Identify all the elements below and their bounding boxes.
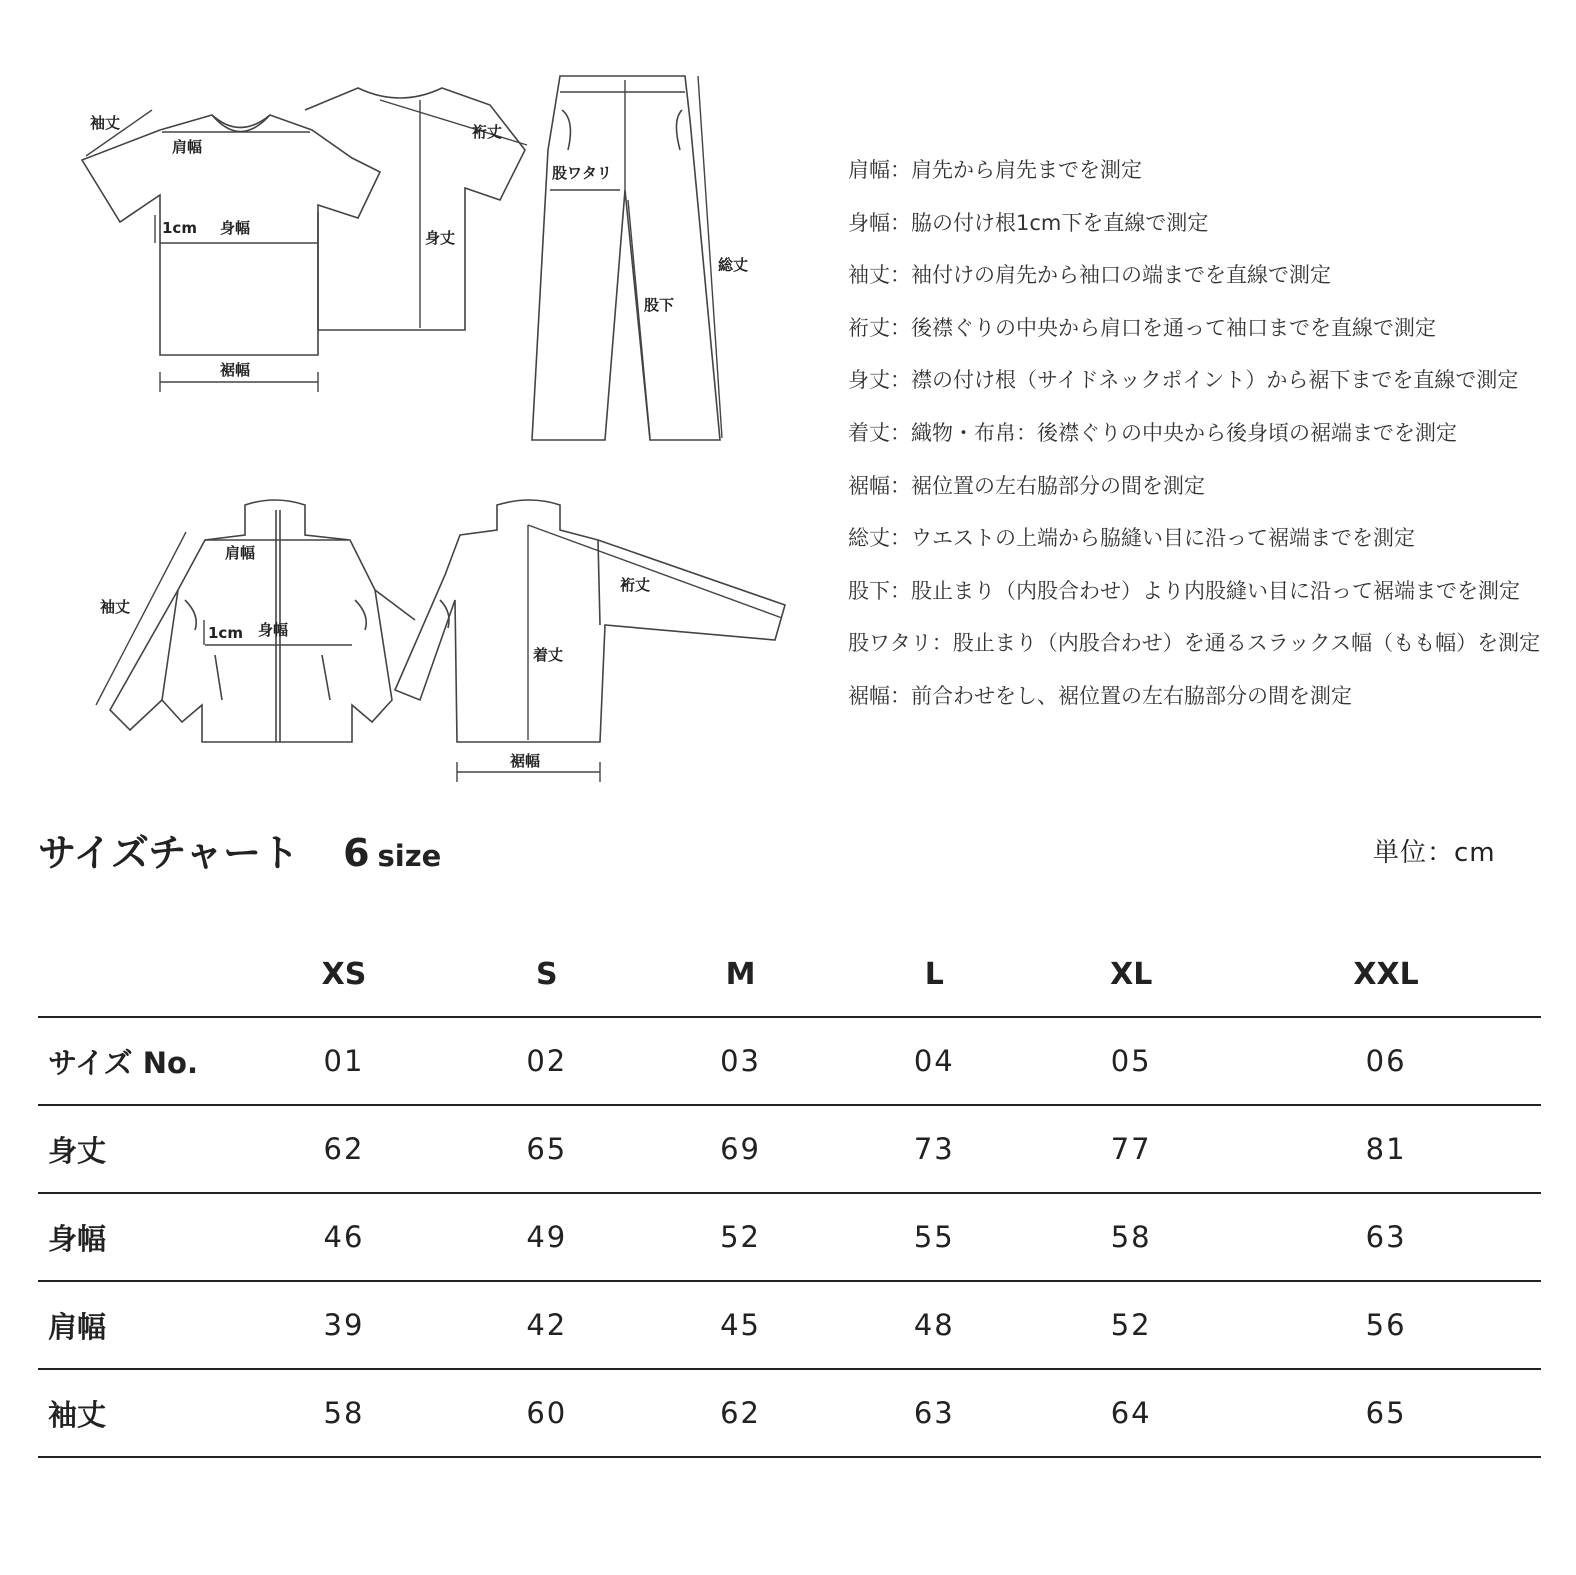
- definition-sleeve-length: 袖丈：袖付けの肩先から袖口の端までを直線で測定: [848, 263, 1331, 288]
- table-cell: 63: [1231, 1193, 1541, 1281]
- jacket-shoulder-width-label: 肩幅: [225, 544, 256, 562]
- table-cell: 58: [238, 1369, 450, 1457]
- pants-total-length-label: 総丈: [718, 256, 749, 274]
- table-row: [38, 1369, 1541, 1457]
- definition-hem-width: 裾幅：裾位置の左右脇部分の間を測定: [848, 473, 1205, 498]
- table-row: [38, 1017, 1541, 1105]
- definition-body-width: 身幅：脇の付け根1cm下を直線で測定: [848, 210, 1209, 235]
- table-cell: 52: [644, 1193, 838, 1281]
- definition-inseam: 股下：股止まり（内股合わせ）より内股縫い目に沿って裾端までを測定: [848, 578, 1520, 603]
- definition-thigh: 股ワタリ：股止まり（内股合わせ）を通るスラックス幅（もも幅）を測定: [848, 631, 1541, 656]
- row-header: サイズ No.: [38, 1017, 238, 1105]
- table-cell: 06: [1231, 1017, 1541, 1105]
- row-header: 身幅: [38, 1193, 238, 1281]
- size-table: [38, 932, 1541, 1458]
- table-cell: 49: [450, 1193, 644, 1281]
- size-table-header: [38, 932, 1541, 1017]
- table-cell: 77: [1031, 1105, 1231, 1193]
- table-cell: 39: [238, 1281, 450, 1369]
- column-header-s: S: [536, 956, 558, 992]
- table-cell: 62: [644, 1369, 838, 1457]
- table-cell: 48: [837, 1281, 1031, 1369]
- tshirt-offset-label: 1cm: [162, 219, 197, 237]
- unit-label: 単位：cm: [1373, 838, 1496, 868]
- column-header-xxl: XXL: [1353, 956, 1419, 992]
- table-cell: 65: [450, 1105, 644, 1193]
- table-cell: 42: [450, 1281, 644, 1369]
- size-chart-title-text: サイズチャート: [38, 831, 300, 875]
- row-header: 肩幅: [38, 1281, 238, 1369]
- table-row: [38, 1193, 1541, 1281]
- definition-shoulder-width: 肩幅：肩先から肩先までを測定: [848, 158, 1142, 182]
- size-word: size: [377, 839, 442, 873]
- size-chart-title: [38, 822, 441, 877]
- table-cell: 62: [238, 1105, 450, 1193]
- table-cell: 60: [450, 1369, 644, 1457]
- table-cell: 03: [644, 1017, 838, 1105]
- column-header-l: L: [924, 956, 944, 992]
- definition-garment-length: 着丈：織物・布帛：後襟ぐりの中央から後身頃の裾端までを測定: [848, 420, 1457, 445]
- table-cell: 73: [837, 1105, 1031, 1193]
- tshirt-body-length-label: 身丈: [425, 229, 456, 247]
- garment-diagrams: [0, 0, 800, 800]
- header-blank: [38, 932, 238, 1017]
- row-header: 袖丈: [38, 1369, 238, 1457]
- tshirt-body-width-label: 身幅: [220, 219, 251, 237]
- table-cell: 81: [1231, 1105, 1541, 1193]
- jacket-body-width-label: 身幅: [258, 621, 289, 639]
- jacket-hem-width-label: 裾幅: [510, 752, 541, 770]
- jacket-back-outline: [395, 500, 785, 742]
- measurement-definitions: [848, 150, 1568, 729]
- definition-body-length: 身丈：襟の付け根（サイドネックポイント）から裾下までを直線で測定: [848, 368, 1519, 393]
- tshirt-sleeve-length-label: 袖丈: [90, 114, 121, 132]
- size-count: 6: [343, 831, 370, 875]
- tshirt-hem-width-label: 裾幅: [220, 361, 251, 379]
- table-row: [38, 1281, 1541, 1369]
- definition-total-length: 総丈：ウエストの上端から脇縫い目に沿って裾端までを測定: [848, 526, 1415, 551]
- definition-front-hem-width: 裾幅：前合わせをし、裾位置の左右脇部分の間を測定: [848, 683, 1352, 708]
- jacket-sleeve-length-label: 袖丈: [100, 598, 131, 616]
- tshirt-shoulder-width-label: 肩幅: [172, 138, 203, 156]
- table-cell: 02: [450, 1017, 644, 1105]
- row-header: 身丈: [38, 1105, 238, 1193]
- table-cell: 64: [1031, 1369, 1231, 1457]
- jacket-raglan-label: 裄丈: [620, 576, 651, 594]
- table-cell: 52: [1031, 1281, 1231, 1369]
- pants-outline: [532, 76, 720, 440]
- jacket-length-label: 着丈: [533, 646, 564, 664]
- table-cell: 01: [238, 1017, 450, 1105]
- table-row: [38, 1105, 1541, 1193]
- tshirt-raglan-label: 裄丈: [472, 123, 503, 141]
- table-cell: 69: [644, 1105, 838, 1193]
- table-cell: 56: [1231, 1281, 1541, 1369]
- column-header-xl: XL: [1110, 956, 1153, 992]
- jacket-offset-label: 1cm: [208, 624, 243, 642]
- table-cell: 58: [1031, 1193, 1231, 1281]
- table-cell: 63: [837, 1369, 1031, 1457]
- definition-raglan-sleeve: 裄丈：後襟ぐりの中央から肩口を通って袖口までを直線で測定: [848, 315, 1436, 340]
- table-cell: 04: [837, 1017, 1031, 1105]
- table-cell: 65: [1231, 1369, 1541, 1457]
- table-cell: 46: [238, 1193, 450, 1281]
- table-cell: 05: [1031, 1017, 1231, 1105]
- table-cell: 45: [644, 1281, 838, 1369]
- column-header-xs: XS: [321, 956, 367, 992]
- column-header-m: M: [725, 956, 756, 992]
- table-cell: 55: [837, 1193, 1031, 1281]
- pants-inseam-label: 股下: [644, 296, 675, 314]
- pants-thigh-label: 股ワタリ: [552, 164, 612, 182]
